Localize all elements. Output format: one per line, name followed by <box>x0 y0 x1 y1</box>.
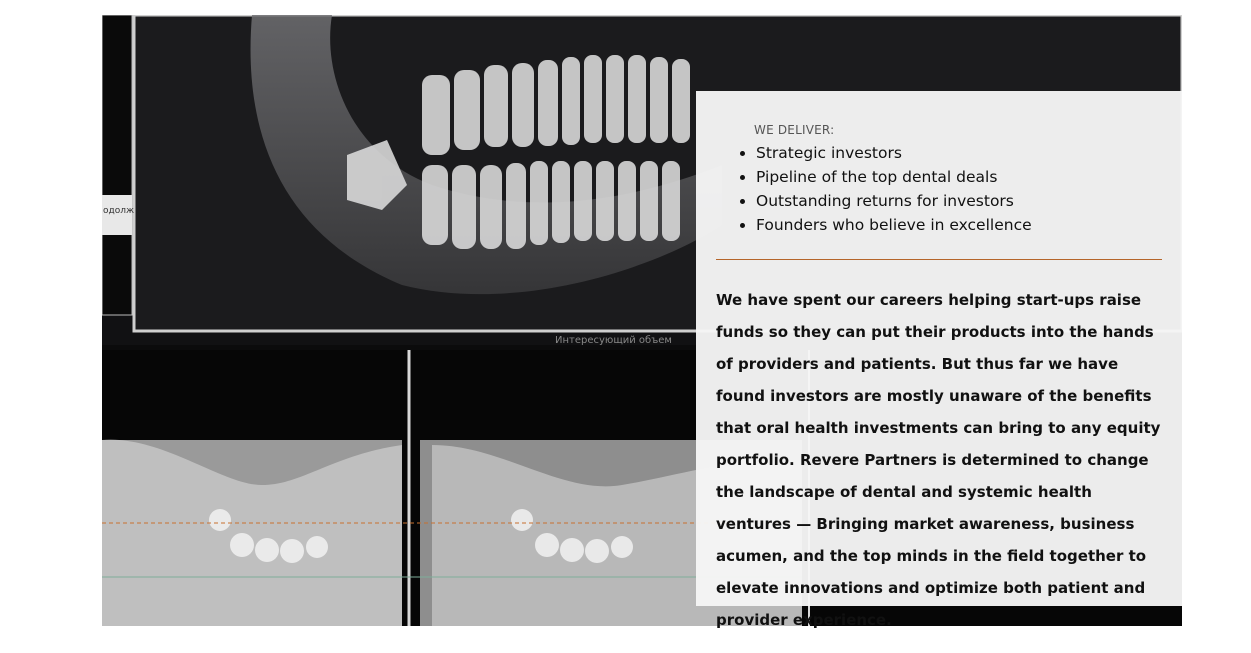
list-item: • Outstanding returns for investors <box>756 189 1162 213</box>
list-item: • Strategic investors <box>756 141 1162 165</box>
list-item: • Pipeline of the top dental deals <box>756 165 1162 189</box>
deliver-card <box>696 91 1182 629</box>
side-fragment-text: одолж <box>103 206 135 216</box>
list-item: • Founders who believe in excellence <box>756 213 1162 237</box>
deliver-list <box>716 141 1162 237</box>
mission-paragraph: We have spent our careers helping start-ups raise funds so they can put their products into the hands of providers and patients. But thus far we have found investors are mostly unaware of the benefits that oral health investments can bring to any equity portfolio. Revere Partners is determined to change the landscape of dental and systemic health ventures — Bringing market awareness, business acumen, and the top minds in the field together to elevate innovations and optimize both patient and provider experience. <box>716 291 1161 629</box>
divider <box>716 259 1162 260</box>
deliver-heading: WE DELIVER: <box>754 123 835 137</box>
xray-overlay-text: Интересующий объем <box>555 335 672 346</box>
